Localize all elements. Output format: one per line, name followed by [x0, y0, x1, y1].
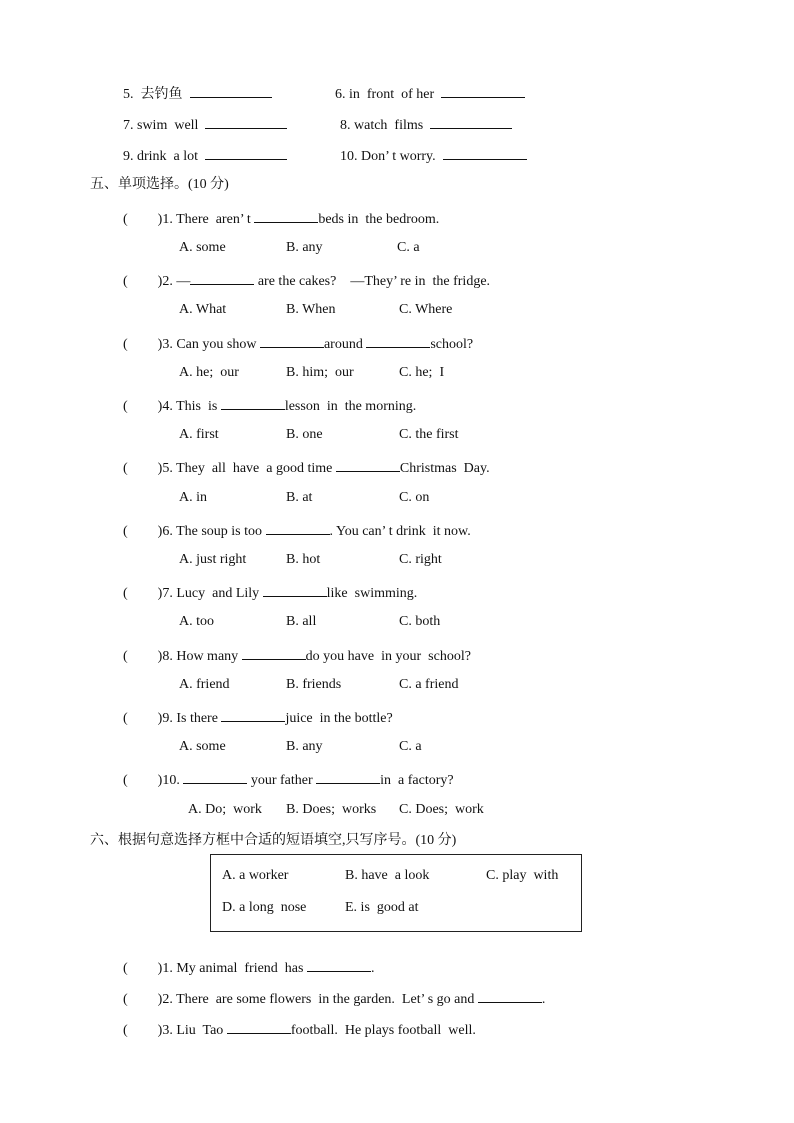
question-row: ( )9. Is there juice in the bottle?: [123, 707, 393, 728]
section-heading: 五、单项选择。(10 分): [90, 177, 229, 192]
option-c[interactable]: C. both: [399, 614, 441, 629]
option-b[interactable]: B. all: [286, 614, 317, 629]
answer-slot[interactable]: [128, 989, 158, 1003]
answer-blank[interactable]: [336, 457, 400, 472]
option-c[interactable]: C. he; I: [399, 365, 445, 380]
option-c[interactable]: C. Where: [399, 302, 453, 317]
option-b[interactable]: B. at: [286, 490, 313, 505]
option-a[interactable]: A. just right: [179, 552, 247, 567]
question-row: ( )8. How many do you have in your school?: [123, 645, 471, 666]
answer-slot[interactable]: [128, 708, 158, 722]
option-a[interactable]: A. friend: [179, 677, 230, 692]
option-c[interactable]: C. right: [399, 552, 442, 567]
answer-blank[interactable]: [307, 957, 371, 972]
translation-item-8: 8. watch films: [340, 114, 512, 135]
option-a[interactable]: A. What: [179, 302, 227, 317]
option-c[interactable]: C. a friend: [399, 677, 459, 692]
option-a[interactable]: A. in: [179, 490, 207, 505]
option-a[interactable]: A. some: [179, 240, 226, 255]
phrase-option-e: E. is good at: [345, 900, 419, 915]
answer-blank[interactable]: [316, 769, 380, 784]
answer-slot[interactable]: [128, 396, 158, 410]
translation-item-5: 5. 去钓鱼: [123, 83, 272, 104]
question-row: ( )2. — are the cakes? —They’ re in the fridge.: [123, 270, 490, 291]
answer-blank[interactable]: [190, 270, 254, 285]
option-b[interactable]: B. any: [286, 240, 323, 255]
option-b[interactable]: B. friends: [286, 677, 342, 692]
answer-slot[interactable]: [128, 958, 158, 972]
answer-blank[interactable]: [221, 707, 285, 722]
answer-blank[interactable]: [260, 333, 324, 348]
option-a[interactable]: A. too: [179, 614, 214, 629]
answer-blank[interactable]: [266, 520, 330, 535]
question-row: ( )6. The soup is too . You can’ t drink it now.: [123, 520, 471, 541]
answer-blank[interactable]: [227, 1019, 291, 1034]
answer-blank[interactable]: [443, 145, 527, 160]
question-row: ( )3. Liu Tao football. He plays football well.: [123, 1019, 476, 1040]
answer-blank[interactable]: [430, 114, 512, 129]
translation-item-9: 9. drink a lot: [123, 145, 287, 166]
phrase-option-d: D. a long nose: [222, 900, 307, 915]
option-c[interactable]: C. on: [399, 490, 430, 505]
answer-slot[interactable]: [128, 271, 158, 285]
option-c[interactable]: C. a: [397, 240, 420, 255]
answer-blank[interactable]: [263, 582, 327, 597]
section-heading: 六、根据句意选择方框中合适的短语填空,只写序号。(10 分): [90, 833, 457, 848]
answer-slot[interactable]: [128, 646, 158, 660]
answer-blank[interactable]: [183, 769, 247, 784]
answer-slot[interactable]: [128, 1020, 158, 1034]
answer-blank[interactable]: [441, 83, 525, 98]
option-c[interactable]: C. a: [399, 739, 422, 754]
answer-slot[interactable]: [128, 334, 158, 348]
question-row: ( )7. Lucy and Lily like swimming.: [123, 582, 417, 603]
option-b[interactable]: B. When: [286, 302, 336, 317]
question-row: ( )1. My animal friend has .: [123, 957, 374, 978]
option-a[interactable]: A. Do; work: [188, 802, 262, 817]
question-row: ( )5. They all have a good time Christmas Day.: [123, 457, 490, 478]
answer-blank[interactable]: [242, 645, 306, 660]
phrase-option-a: A. a worker: [222, 868, 289, 883]
question-row: ( )1. There aren’ t beds in the bedroom.: [123, 208, 439, 229]
translation-item-7: 7. swim well: [123, 114, 287, 135]
option-b[interactable]: B. any: [286, 739, 323, 754]
answer-slot[interactable]: [128, 770, 158, 784]
question-row: ( )2. There are some flowers in the garden. Let’ s go and .: [123, 988, 545, 1009]
answer-blank[interactable]: [478, 988, 542, 1003]
question-row: ( )3. Can you show around school?: [123, 333, 473, 354]
answer-blank[interactable]: [205, 114, 287, 129]
option-a[interactable]: A. some: [179, 739, 226, 754]
answer-blank[interactable]: [366, 333, 430, 348]
answer-blank[interactable]: [254, 208, 318, 223]
option-b[interactable]: B. hot: [286, 552, 321, 567]
translation-item-6: 6. in front of her: [335, 83, 525, 104]
option-b[interactable]: B. one: [286, 427, 323, 442]
option-b[interactable]: B. him; our: [286, 365, 354, 380]
translation-item-10: 10. Don’ t worry.: [340, 145, 527, 166]
answer-slot[interactable]: [128, 209, 158, 223]
answer-blank[interactable]: [190, 83, 272, 98]
answer-blank[interactable]: [205, 145, 287, 160]
answer-slot[interactable]: [128, 583, 158, 597]
answer-slot[interactable]: [128, 458, 158, 472]
question-row: ( )4. This is lesson in the morning.: [123, 395, 416, 416]
phrase-box: [210, 854, 582, 932]
option-c[interactable]: C. the first: [399, 427, 459, 442]
option-c[interactable]: C. Does; work: [399, 802, 484, 817]
phrase-option-c: C. play with: [486, 868, 559, 883]
option-a[interactable]: A. first: [179, 427, 219, 442]
answer-slot[interactable]: [128, 521, 158, 535]
question-row: ( )10. your father in a factory?: [123, 769, 454, 790]
answer-blank[interactable]: [221, 395, 285, 410]
phrase-option-b: B. have a look: [345, 868, 430, 883]
option-b[interactable]: B. Does; works: [286, 802, 377, 817]
option-a[interactable]: A. he; our: [179, 365, 239, 380]
